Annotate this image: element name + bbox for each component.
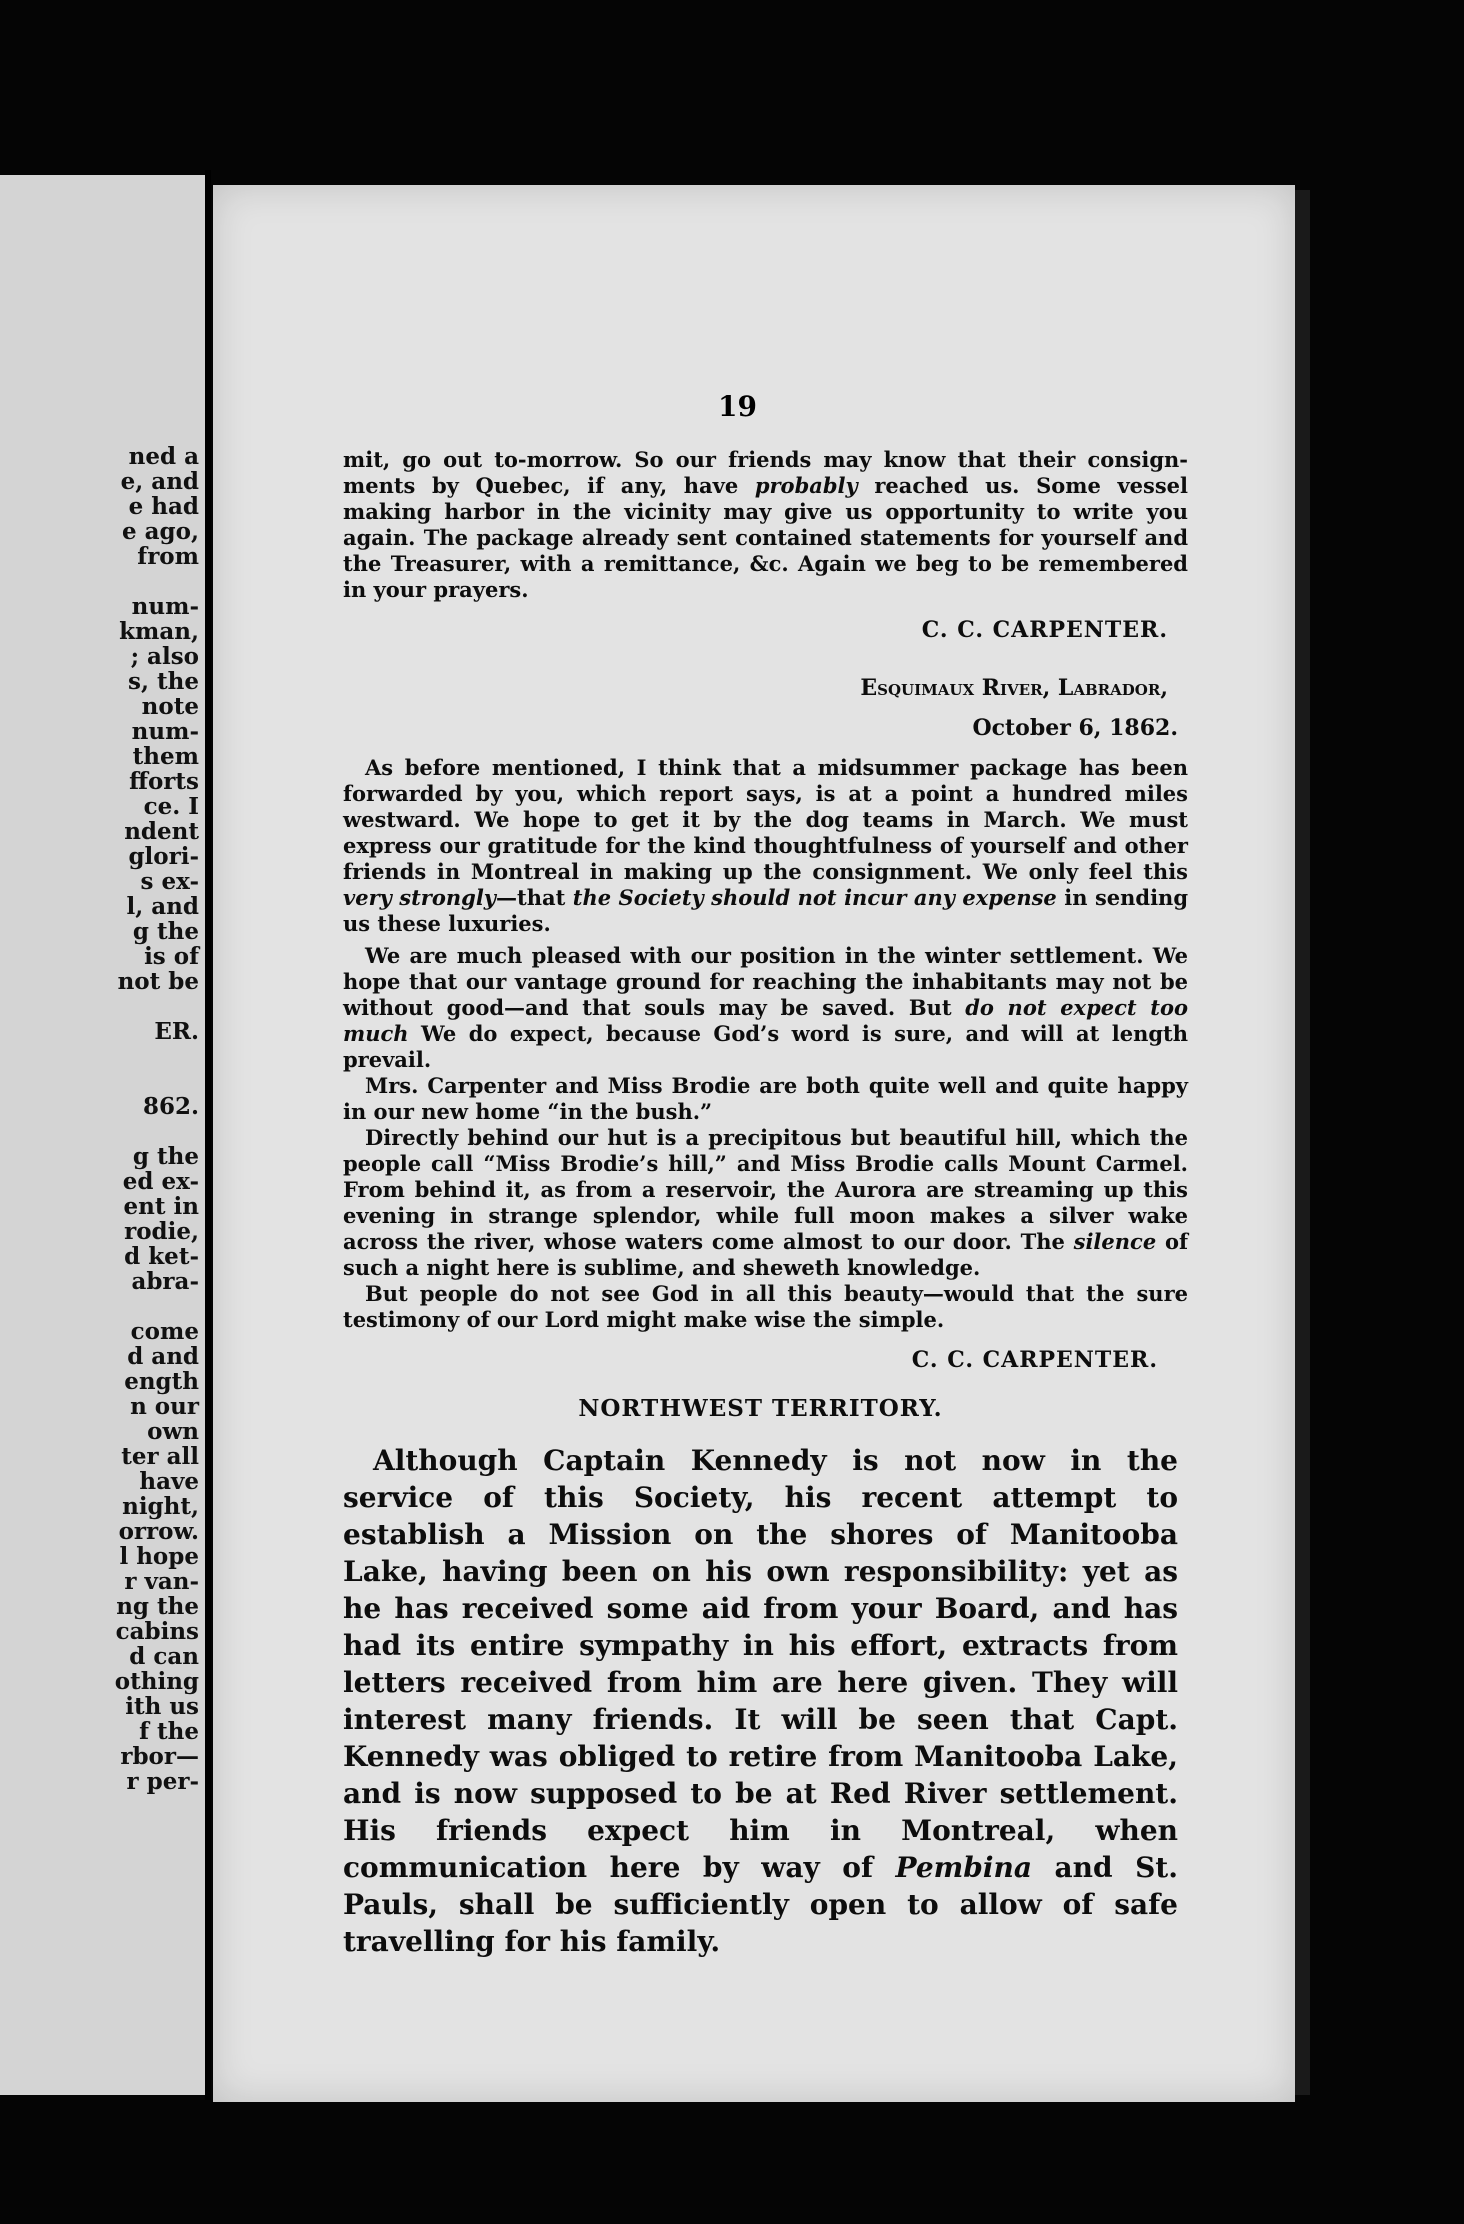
letter-place: Esquimaux River, Labrador, <box>860 675 1168 701</box>
facing-page-text-fragment: from <box>137 543 199 570</box>
facing-page-text-fragment: num- <box>131 718 199 745</box>
book-gutter <box>205 170 211 2100</box>
northwest-territory-section <box>343 1395 1178 1960</box>
facing-page-text-fragment: orrow. <box>118 1518 199 1545</box>
facing-page-text-fragment: ce. I <box>143 793 199 820</box>
facing-page-text-fragment: ng the <box>116 1593 199 1620</box>
facing-page-text-fragment: glori- <box>128 843 199 870</box>
facing-page-text-fragment: ed ex- <box>122 1168 199 1195</box>
facing-page-text-fragment: ER. <box>154 1018 199 1045</box>
letter-2-paragraph-3: Mrs. Carpenter and Miss Brodie are both quite well and quite happy in our new home “in the bush.” <box>343 1073 1188 1124</box>
facing-page-text-fragment: ent in <box>123 1193 199 1220</box>
letter-2-paragraph-2: We are much pleased with our position in the winter settlement. We hope that our vantage ground for reaching the inhabitants may not be without good—and that souls may be saved. But do not expect too much We do expect, because God’s word is sure, and will at length prevail. <box>343 943 1188 1072</box>
facing-page-text-fragment: abra- <box>131 1268 199 1295</box>
facing-page-text-fragment: fforts <box>129 768 199 795</box>
facing-page-text-fragment: ith us <box>125 1693 199 1720</box>
facing-page-text-fragment: g the <box>132 918 199 945</box>
letter-2 <box>343 675 1188 1373</box>
section-heading: NORTHWEST TERRITORY. <box>578 1395 943 1422</box>
signature: C. C. CARPENTER. <box>911 1347 1158 1373</box>
facing-page-text-fragment: not be <box>117 968 199 995</box>
facing-page-text-fragment: s, the <box>128 668 199 695</box>
book-page <box>213 185 1295 2102</box>
facing-page-text-fragment: f the <box>139 1718 199 1745</box>
facing-page-text-fragment: them <box>132 743 199 770</box>
signature: C. C. CARPENTER. <box>921 617 1168 643</box>
letter-2-paragraph-5: But people do not see God in all this beauty—would that the sure testimony of our Lord might make wise the simple. <box>343 1281 1188 1332</box>
letter-date: October 6, 1862. <box>972 715 1178 741</box>
facing-page-text-fragment: ndent <box>124 818 199 845</box>
facing-page-text-fragment: e ago, <box>122 518 199 545</box>
facing-page-text-fragment: come <box>130 1318 199 1345</box>
facing-page-text-fragment: ; also <box>130 643 199 670</box>
facing-page-text-fragment: cabins <box>115 1618 199 1645</box>
facing-page-text-fragment: is of <box>144 943 199 970</box>
facing-page-text-fragment: kman, <box>119 618 199 645</box>
facing-page-text-fragment: num- <box>131 593 199 620</box>
facing-page-text-fragment: 862. <box>142 1093 199 1120</box>
letter-2-paragraph-1: As before mentioned, I think that a midsummer package has been forwarded by you, which report says, is at a point a hundred miles westward. We hope to get it by the dog teams in March. We must express our gratitude for the kind thoughtfulness of yourself and other friends in Montreal in making up the consignment. We only feel this very strongly—that the Society should not incur any expense in sending us these luxuries. <box>343 755 1189 936</box>
facing-page-text-fragment: note <box>141 693 199 720</box>
facing-page-text-fragment: r per- <box>126 1768 199 1795</box>
facing-page-text-fragment: l, and <box>126 893 199 920</box>
facing-page-text-fragment: g the <box>132 1143 199 1170</box>
facing-page-text-fragment: d ket- <box>124 1243 199 1270</box>
facing-page-text-fragment: e had <box>128 493 199 520</box>
facing-page-text-fragment: r van- <box>124 1568 199 1595</box>
facing-page-text-fragment: ned a <box>128 443 199 470</box>
facing-page-text-fragment: ter all <box>121 1443 199 1470</box>
facing-page-text-fragment: d can <box>129 1643 199 1670</box>
facing-page-text-fragment: rodie, <box>124 1218 199 1245</box>
facing-page-text-fragment: night, <box>122 1493 199 1520</box>
facing-page-text-fragment: l hope <box>119 1543 199 1570</box>
facing-page-text-fragment: s ex- <box>140 868 199 895</box>
facing-page-text-fragment: rbor— <box>120 1743 199 1770</box>
facing-page-text-fragment: d and <box>127 1343 199 1370</box>
facing-page-fragment <box>0 175 205 2095</box>
facing-page-text-fragment: have <box>139 1468 199 1495</box>
section-paragraph: Although Captain Kennedy is not now in the service of this Society, his recent attempt to establish a Mission on the shores of Manitooba Lake, having been on his own responsibility: yet as he has received some aid from your Board, and has had its entire sympathy in his effort, extracts from letters received from him are here given. They will interest many friends. It will be seen that Capt. Kennedy was obliged to retire from Manitooba Lake, and is now supposed to be at Red River settlement. His friends expect him in Montreal, when communication here by way of Pembina and St. Pauls, shall be sufficiently open to allow of safe travelling for his family. <box>343 1444 1178 1958</box>
page-number: 19 <box>718 390 757 423</box>
facing-page-text-fragment: othing <box>114 1668 199 1695</box>
letter-2-paragraph-4: Directly behind our hut is a precipitous but beautiful hill, which the people call “Miss Brodie’s hill,” and Miss Brodie calls Mount Carmel. From behind it, as from a reservoir, the Aurora are streaming up this evening in strange splendor, while full moon makes a silver wake across the river, whose waters come almost to our door. The silence of such a night here is sublime, and sheweth knowledge. <box>343 1125 1188 1280</box>
letter-1-paragraph: mit, go out to-morrow. So our friends may know that their consignments by Quebec, if any, have probably reached us. Some vessel making harbor in the vicinity may give us opportunity to write you again. The package already sent contained statements for yourself and the Treasurer, with a remittance, &c. Again we beg to be remembered in your prayers. <box>343 447 1189 602</box>
facing-page-text-fragment: e, and <box>120 468 199 495</box>
facing-page-text-fragment: own <box>147 1418 199 1445</box>
facing-page-text-fragment: n our <box>130 1393 199 1420</box>
facing-page-text-fragment: ength <box>124 1368 199 1395</box>
letter-1-closing <box>343 447 1188 643</box>
